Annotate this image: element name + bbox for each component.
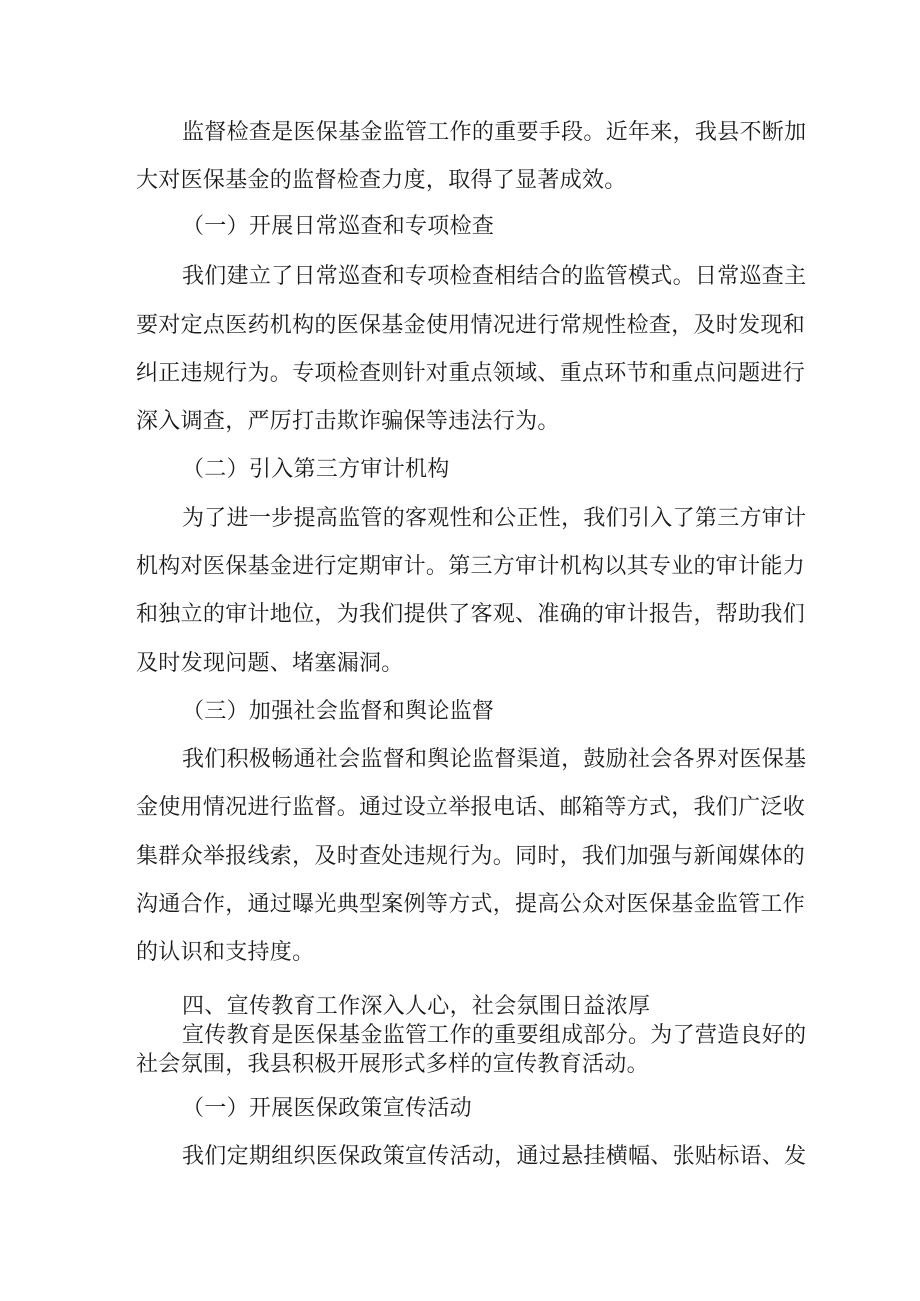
- paragraph-line: 和独立的审计地位，为我们提供了客观、准确的审计报告，帮助我们: [136, 602, 806, 627]
- paragraph-line: 沟通合作，通过曝光典型案例等方式，提高公众对医保基金监管工作: [136, 892, 806, 917]
- paragraph-line: 机构对医保基金进行定期审计。第三方审计机构以其专业的审计能力: [136, 554, 806, 579]
- paragraph-line: 我们建立了日常巡查和专项检查相结合的监管模式。日常巡查主: [182, 264, 807, 289]
- paragraph-line: 要对定点医药机构的医保基金使用情况进行常规性检查，及时发现和: [136, 313, 806, 338]
- section-heading: 四、宣传教育工作深入人心，社会氛围日益浓厚: [182, 994, 651, 1019]
- paragraph-line: 社会氛围，我县积极开展形式多样的宣传教育活动。: [136, 1052, 649, 1077]
- paragraph-line: 我们积极畅通社会监督和舆论监督渠道，鼓励社会各界对医保基: [182, 747, 807, 772]
- subsection-heading: （三）加强社会监督和舆论监督: [182, 699, 495, 724]
- paragraph-line: 深入调查，严厉打击欺诈骗保等违法行为。: [136, 409, 560, 434]
- paragraph-line: 金使用情况进行监督。通过设立举报电话、邮箱等方式，我们广泛收: [136, 795, 806, 820]
- subsection-heading: （二）引入第三方审计机构: [182, 457, 450, 482]
- paragraph-line: 我们定期组织医保政策宣传活动，通过悬挂横幅、张贴标语、发: [182, 1144, 807, 1169]
- subsection-heading: （一）开展医保政策宣传活动: [182, 1096, 472, 1121]
- paragraph-line: 纠正违规行为。专项检查则针对重点领域、重点环节和重点问题进行: [136, 361, 806, 386]
- paragraph-line: 集群众举报线索，及时查处违规行为。同时，我们加强与新闻媒体的: [136, 844, 806, 869]
- subsection-heading: （一）开展日常巡查和专项检查: [182, 214, 495, 239]
- paragraph-line: 及时发现问题、堵塞漏洞。: [136, 651, 404, 676]
- paragraph-line: 为了进一步提高监管的客观性和公正性，我们引入了第三方审计: [182, 506, 807, 531]
- paragraph-line: 宣传教育是医保基金监管工作的重要组成部分。为了营造良好的: [182, 1023, 807, 1048]
- paragraph-line: 大对医保基金的监督检查力度，取得了显著成效。: [136, 168, 627, 193]
- paragraph-line: 的认识和支持度。: [136, 940, 315, 965]
- paragraph-line: 监督检查是医保基金监管工作的重要手段。近年来，我县不断加: [182, 120, 807, 145]
